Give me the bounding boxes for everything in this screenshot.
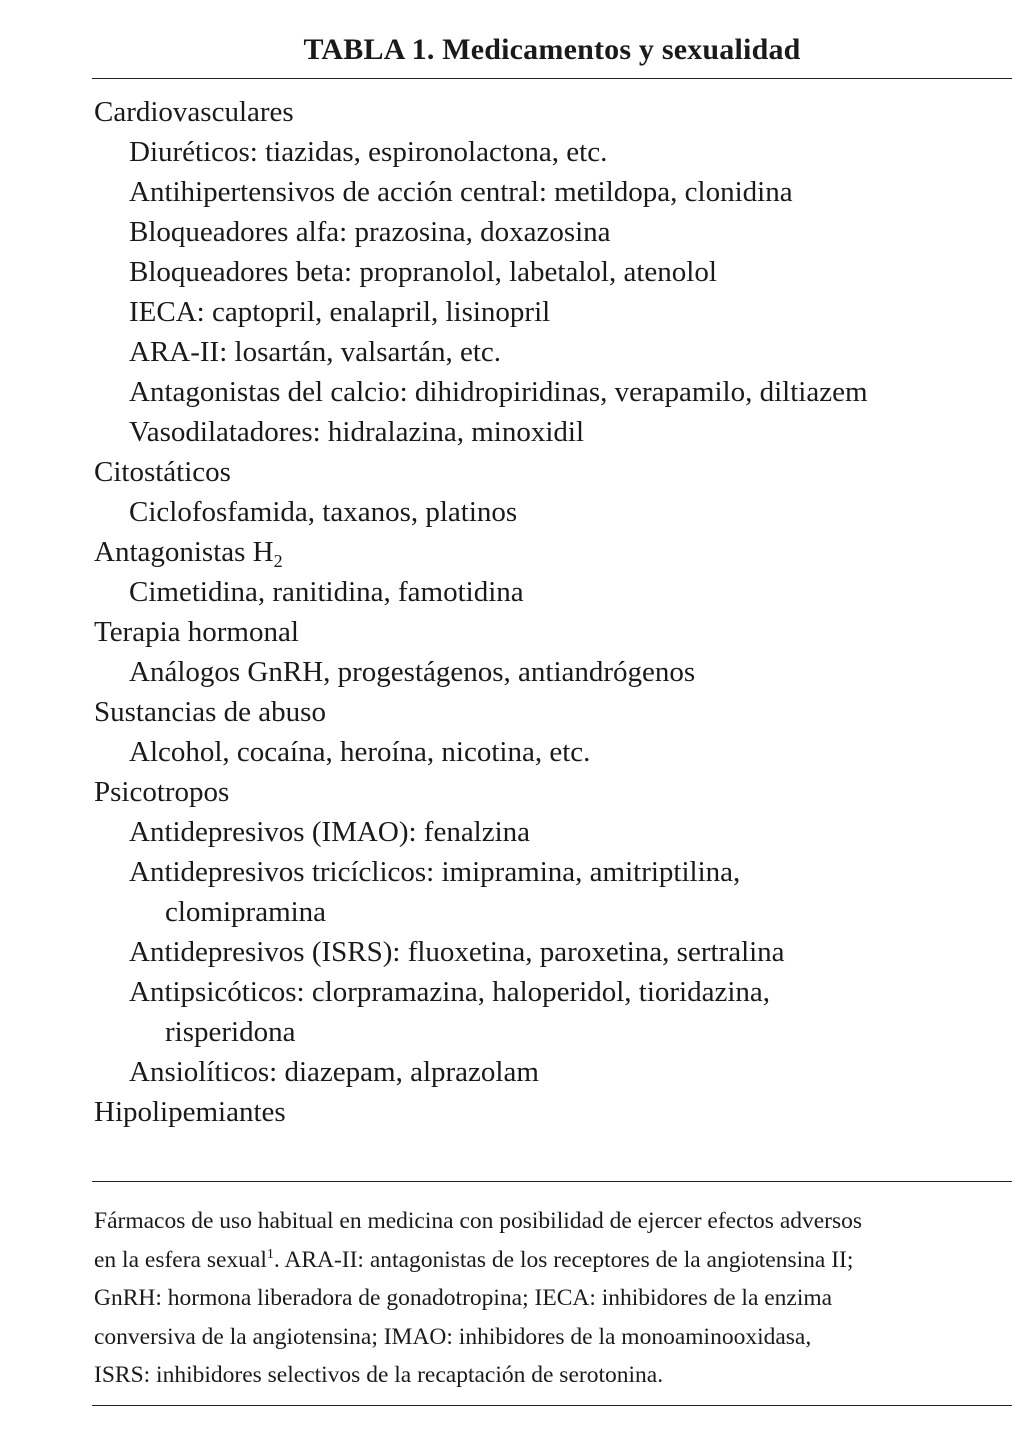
category-psicotropos: Psicotropos xyxy=(94,776,230,808)
category-citostaticos: Citostáticos xyxy=(94,456,231,488)
list-item-triciclicos-cont: clomipramina xyxy=(165,896,327,928)
category-antagonistas-h2 xyxy=(94,532,1009,572)
list-item-analogos-gnrh: Análogos GnRH, progestágenos, antiandrógenos xyxy=(129,656,696,688)
list-item-diureticos: Diuréticos: tiazidas, espironolactona, etc. xyxy=(129,136,608,168)
list-item-antihipertensivos: Antihipertensivos de acción central: metildopa, clonidina xyxy=(129,176,793,208)
footnote-line-2-text-b: . ARA-II: antagonistas de los receptores de la angiotensina II; xyxy=(273,1246,854,1273)
list-item-antipsicoticos-cont: risperidona xyxy=(165,1016,296,1048)
subscript-2: 2 xyxy=(273,551,283,571)
list-item-bloqueadores-alfa: Bloqueadores alfa: prazosina, doxazosina xyxy=(129,216,611,248)
category-hipolipemiantes: Hipolipemiantes xyxy=(94,1096,286,1128)
list-item-ara-ii: ARA-II: losartán, valsartán, etc. xyxy=(129,336,502,368)
list-item-triciclicos: Antidepresivos tricíclicos: imipramina, amitriptilina, xyxy=(129,856,741,888)
list-item-ansioliticos: Ansiolíticos: diazepam, alprazolam xyxy=(129,1056,539,1088)
list-item-cimetidina: Cimetidina, ranitidina, famotidina xyxy=(129,576,524,608)
category-cardiovasculares: Cardiovasculares xyxy=(94,96,294,128)
footnote-line-1: Fármacos de uso habitual en medicina con posibilidad de ejercer efectos adversos xyxy=(94,1208,863,1234)
category-sustancias-abuso: Sustancias de abuso xyxy=(94,696,326,728)
middle-rule xyxy=(92,1181,1012,1182)
category-antagonistas-h2-label: Antagonistas H xyxy=(94,536,274,568)
list-item-antagonistas-calcio: Antagonistas del calcio: dihidropiridinas, verapamilo, diltiazem xyxy=(129,376,868,408)
reference-superscript: 1 xyxy=(266,1246,274,1262)
footnote-line-4: conversiva de la angiotensina; IMAO: inhibidores de la monoaminooxidasa, xyxy=(94,1323,812,1350)
list-item-bloqueadores-beta: Bloqueadores beta: propranolol, labetalol, atenolol xyxy=(129,256,717,288)
drug-list xyxy=(94,92,1009,1132)
list-item-antipsicoticos: Antipsicóticos: clorpramazina, haloperidol, tioridazina, xyxy=(129,976,771,1008)
footnote-line-2 xyxy=(94,1241,999,1280)
footnote-line-3: GnRH: hormona liberadora de gonadotropina; IECA: inhibidores de la enzima xyxy=(94,1285,833,1311)
list-item-vasodilatadores: Vasodilatadores: hidralazina, minoxidil xyxy=(129,416,585,448)
list-item-imao: Antidepresivos (IMAO): fenalzina xyxy=(129,816,531,848)
table-title: TABLA 1. Medicamentos y sexualidad xyxy=(303,33,801,66)
list-item-isrs: Antidepresivos (ISRS): fluoxetina, paroxetina, sertralina xyxy=(129,936,785,968)
list-item-alcohol: Alcohol, cocaína, heroína, nicotina, etc. xyxy=(129,736,591,768)
footnote-line-5: ISRS: inhibidores selectivos de la recaptación de serotonina. xyxy=(94,1362,664,1388)
table-footnote xyxy=(94,1202,999,1395)
footnote-line-2-text-a: en la esfera sexual xyxy=(94,1246,267,1273)
top-rule xyxy=(92,78,1012,79)
list-item-ciclofosfamida: Ciclofosfamida, taxanos, platinos xyxy=(129,496,518,528)
list-item-ieca: IECA: captopril, enalapril, lisinopril xyxy=(129,296,551,328)
category-terapia-hormonal: Terapia hormonal xyxy=(94,616,299,648)
bottom-rule xyxy=(92,1405,1012,1406)
